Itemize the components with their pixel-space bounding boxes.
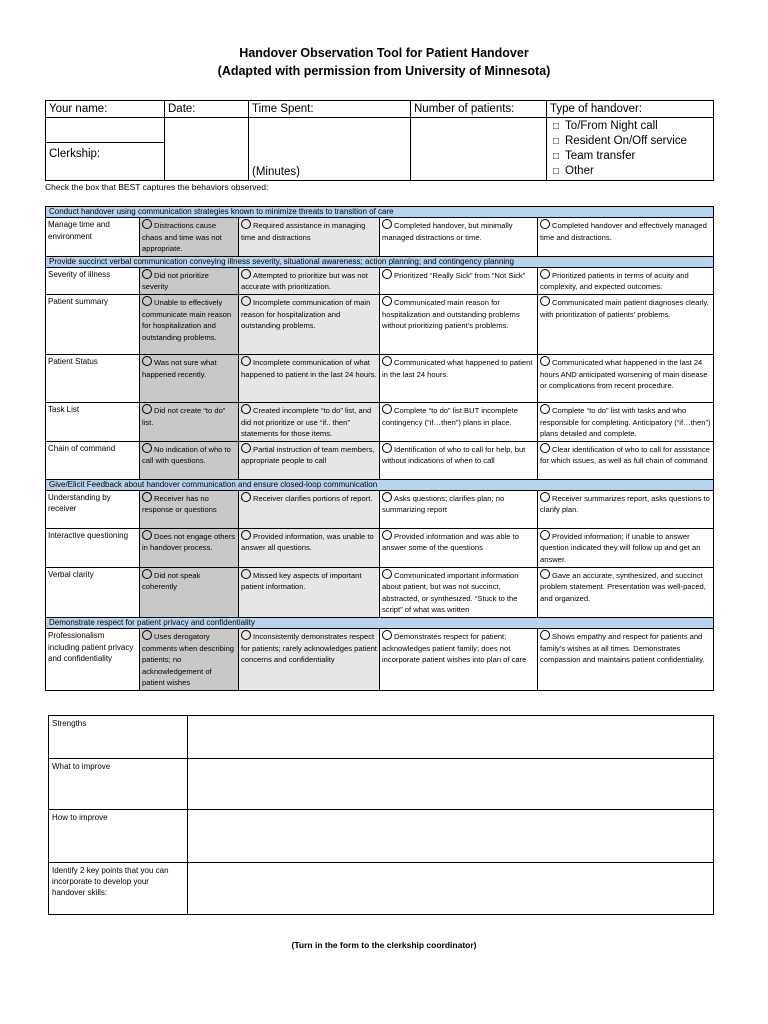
rating-option[interactable]: Clear identification of who to call for assistance for which issues, as well as full chain of command (538, 441, 714, 479)
behavior-label: Task List (46, 402, 140, 441)
rating-option[interactable]: Uses derogatory comments when describing patients; no acknowledgement of patient wishes (140, 628, 239, 690)
rating-option[interactable]: Provided information; if unable to answer question indicated they will follow up and get an answer. (538, 528, 714, 567)
rating-option[interactable]: Completed handover and effectively managed time and distractions. (538, 218, 714, 257)
key-points-field[interactable] (188, 863, 714, 915)
your-name-label: Your name: (46, 101, 165, 118)
info-table (45, 100, 714, 181)
behavior-label: Chain of command (46, 441, 140, 479)
behavior-label: Understanding by receiver (46, 490, 140, 528)
rating-option[interactable]: Distractions cause chaos and time was not appropriate. (140, 218, 239, 257)
rating-option[interactable]: Partial instruction of team members, appropriate people to call (239, 441, 380, 479)
rating-option[interactable]: Asks questions; clarifies plan; no summarizing report (380, 490, 538, 528)
rating-option[interactable]: Does not engage others in handover process. (140, 528, 239, 567)
page-subtitle: (Adapted with permission from University of Minnesota) (217, 64, 551, 78)
feedback-label: Strengths (49, 716, 188, 759)
rating-option[interactable]: Communicated main patient diagnoses clearly, with prioritization of patients’ problems. (538, 294, 714, 354)
rating-option[interactable]: Complete “to do” list BUT incomplete contingency (“if…then”) plans in place. (380, 402, 538, 441)
feedback-label: What to improve (49, 759, 188, 810)
date-field[interactable] (165, 118, 249, 181)
rating-option[interactable]: Provided information, was unable to answer all questions. (239, 528, 380, 567)
section-title: Demonstrate respect for patient privacy and confidentiality (46, 617, 714, 628)
feedback-label: How to improve (49, 810, 188, 863)
rating-option[interactable]: Did not prioritize severity (140, 267, 239, 294)
behavior-label: Patient Status (46, 354, 140, 402)
rating-option[interactable]: Missed key aspects of important patient information. (239, 567, 380, 617)
page-title: Handover Observation Tool for Patient Handover (239, 46, 529, 60)
rating-option[interactable]: Receiver has no response or questions (140, 490, 239, 528)
rating-option[interactable]: Prioritized patients in terms of acuity and complexity, and expected outcomes. (538, 267, 714, 294)
behavior-label: Manage time and environment (46, 218, 140, 257)
rating-option[interactable]: Complete “to do” list with tasks and who responsible for completing. Anticipatory (“if…then”) plans detailed and complete. (538, 402, 714, 441)
check-instructions: Check the box that BEST captures the behaviors observed: (45, 182, 269, 192)
type-option-other[interactable]: □ Other (553, 164, 710, 179)
behavior-label: Verbal clarity (46, 567, 140, 617)
type-option-night-call[interactable]: □ To/From Night call (553, 119, 710, 134)
rating-option[interactable]: Inconsistently demonstrates respect for patients; rarely acknowledges patient concerns and confidentiality (239, 628, 380, 690)
rating-option[interactable]: Completed handover, but minimally managed distractions or time. (380, 218, 538, 257)
rating-option[interactable]: Communicated main reason for hospitalization and outstanding problems without prioritizing patient’s problems. (380, 294, 538, 354)
rating-option[interactable]: Attempted to prioritize but was not accurate with prioritization. (239, 267, 380, 294)
behavior-label: Interactive questioning (46, 528, 140, 567)
handover-type-options (547, 118, 714, 181)
rating-option[interactable]: Gave an accurate, synthesized, and succinct problem statement. Presentation was well-paced, and organized. (538, 567, 714, 617)
rating-option[interactable]: Created incomplete “to do” list, and did not prioritize or use “if.. then” statements for those items. (239, 402, 380, 441)
rubric-table (45, 206, 714, 691)
rating-option[interactable]: Shows empathy and respect for patients and family’s wishes at all times. Demonstrates compassion and maintains patient confidentiality. (538, 628, 714, 690)
date-label: Date: (165, 101, 249, 118)
time-spent-label: Time Spent: (249, 101, 411, 118)
rating-option[interactable]: Prioritized “Really Sick” from “Not Sick” (380, 267, 538, 294)
type-option-resident-service[interactable]: □ Resident On/Off service (553, 134, 710, 149)
rating-option[interactable]: Was not sure what happened recently. (140, 354, 239, 402)
rating-option[interactable]: Did not create “to do” list. (140, 402, 239, 441)
rating-option[interactable]: Required assistance in managing time and distractions (239, 218, 380, 257)
footer-note: (Turn in the form to the clerkship coordinator) (291, 940, 477, 950)
rating-option[interactable]: Provided information and was able to answer some of the questions (380, 528, 538, 567)
handover-type-label: Type of handover: (547, 101, 714, 118)
feedback-table (48, 715, 714, 915)
clerkship-label: Clerkship: (46, 143, 165, 181)
rating-option[interactable]: Identification of who to call for help, but without indications of when to call (380, 441, 538, 479)
rating-option[interactable]: Incomplete communication of what happened to patient in the last 24 hours. (239, 354, 380, 402)
rating-option[interactable]: Demonstrates respect for patient; acknowledges patient family; does not incorporate patient wishes into plan of care (380, 628, 538, 690)
section-title: Provide succinct verbal communication conveying illness severity, situational awareness; action planning; and contingency planning (46, 256, 714, 267)
type-option-team-transfer[interactable]: □ Team transfer (553, 149, 710, 164)
behavior-label: Severity of illness (46, 267, 140, 294)
rating-option[interactable]: Receiver summarizes report, asks questions to clarify plan. (538, 490, 714, 528)
minutes-label: (Minutes) (252, 166, 300, 178)
time-spent-field[interactable] (249, 118, 411, 181)
how-to-improve-field[interactable] (188, 810, 714, 863)
section-title: Give/Elicit Feedback about handover communication and ensure closed-loop communication (46, 479, 714, 490)
rating-option[interactable]: No indication of who to call with questions. (140, 441, 239, 479)
strengths-field[interactable] (188, 716, 714, 759)
rating-option[interactable]: Communicated what happened to patient in the last 24 hours. (380, 354, 538, 402)
section-title: Conduct handover using communication strategies known to minimize threats to transition of care (46, 207, 714, 218)
rating-option[interactable]: Unable to effectively communicate main reason for hospitalization and outstanding problems. (140, 294, 239, 354)
num-patients-label: Number of patients: (411, 101, 547, 118)
feedback-label: Identify 2 key points that you can incorporate to develop your handover skills: (49, 863, 188, 915)
behavior-label: Professionalism including patient privacy and confidentiality (46, 628, 140, 690)
rating-option[interactable]: Communicated what happened in the last 24 hours AND anticipated worsening of main disease or complications from recent procedure. (538, 354, 714, 402)
rating-option[interactable]: Incomplete communication of main reason for hospitalization and outstanding problems. (239, 294, 380, 354)
what-to-improve-field[interactable] (188, 759, 714, 810)
num-patients-field[interactable] (411, 118, 547, 181)
rating-option[interactable]: Communicated important information about patient, but was not succinct, abstracted, or synthesized. “Stuck to the script” of what was written (380, 567, 538, 617)
your-name-field[interactable] (46, 118, 165, 143)
behavior-label: Patient summary (46, 294, 140, 354)
rating-option[interactable]: Receiver clarifies portions of report. (239, 490, 380, 528)
rating-option[interactable]: Did not speak coherently (140, 567, 239, 617)
